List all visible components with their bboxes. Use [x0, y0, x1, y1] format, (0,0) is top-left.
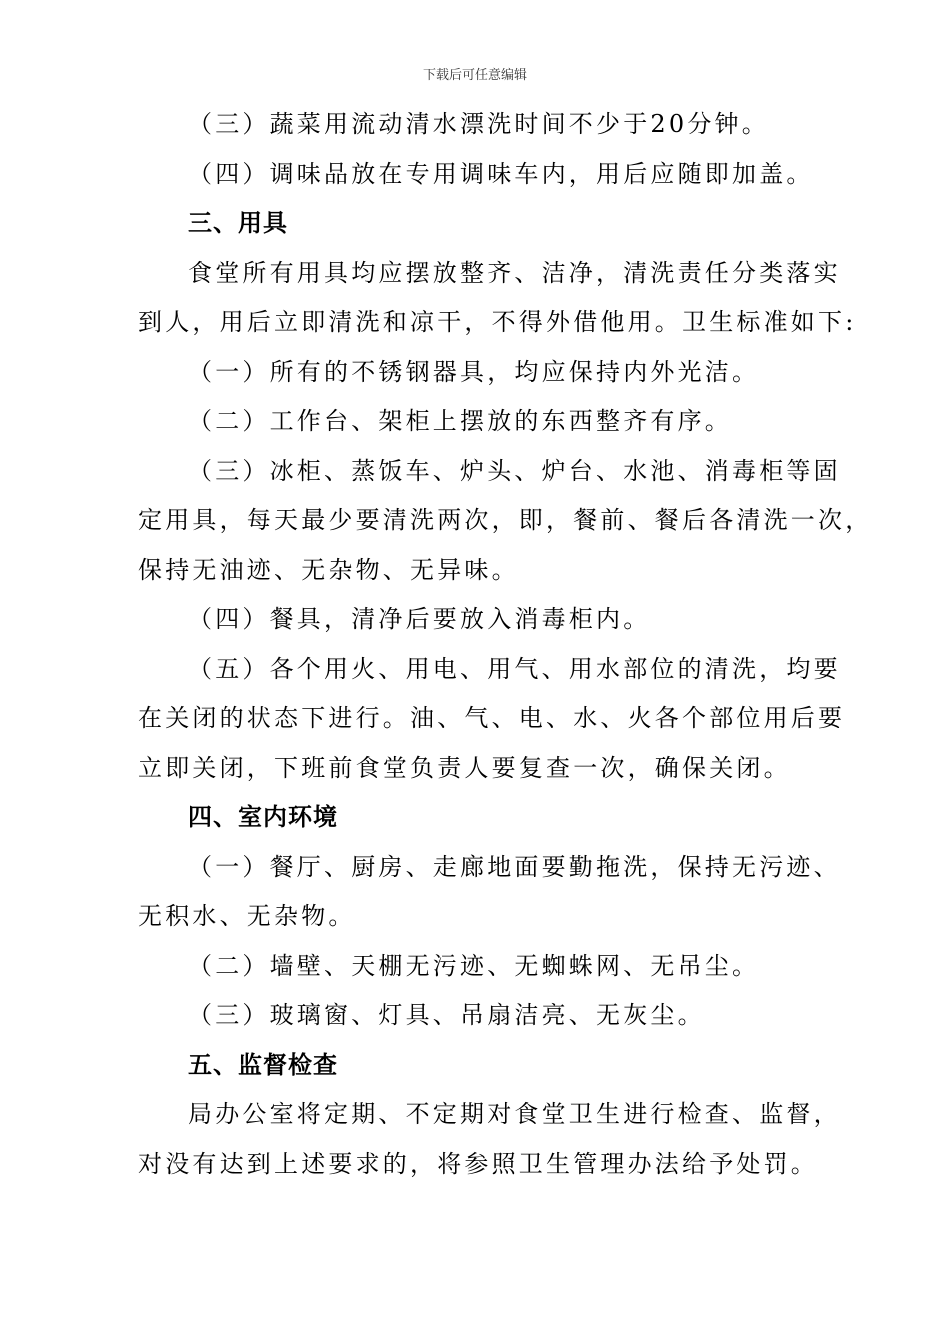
- paragraph-line: （三）玻璃窗、灯具、吊扇洁亮、无灰尘。: [188, 1001, 705, 1029]
- paragraph-line: （五）各个用火、用电、用气、用水部位的清洗，均要: [188, 654, 841, 683]
- paragraph-line: （一）餐厅、厨房、走廊地面要勤拖洗，保持无污迹、: [188, 852, 841, 881]
- document-body: [138, 100, 873, 1189]
- paragraph-line: 局办公室将定期、不定期对食堂卫生进行检查、监督，: [188, 1100, 841, 1128]
- section-heading: 三、用具: [188, 209, 288, 237]
- paragraph-line: 无积水、无杂物。: [138, 902, 356, 930]
- section-heading: 四、室内环境: [188, 803, 338, 831]
- section-heading: 五、监督检查: [188, 1050, 338, 1079]
- paragraph-line: 立即关闭，下班前食堂负责人要复查一次，确保关闭。: [138, 753, 791, 782]
- paragraph-line: （四）餐具，清净后要放入消毒柜内。: [188, 605, 651, 633]
- paragraph-line: （二）墙壁、天棚无污迹、无蜘蛛网、无吊尘。: [188, 951, 760, 980]
- paragraph-line: （一）所有的不锈钢器具，均应保持内外光洁。: [188, 357, 760, 386]
- paragraph-line: （二）工作台、架柜上摆放的东西整齐有序。: [188, 407, 732, 435]
- paragraph-line: 食堂所有用具均应摆放整齐、洁净，清洗责任分类落实: [188, 258, 841, 287]
- paragraph-line: 对没有达到上述要求的，将参照卫生管理办法给予处罚。: [138, 1149, 818, 1178]
- paragraph-line: 保持无油迹、无杂物、无异味。: [138, 555, 519, 584]
- page-header: 下载后可任意编辑: [422, 68, 527, 83]
- paragraph-line: （三）蔬菜用流动清水漂洗时间不少于20分钟。: [188, 110, 769, 138]
- paragraph-line: 在关闭的状态下进行。油、气、电、水、火各个部位用后要: [138, 704, 846, 732]
- paragraph-line: （四）调味品放在专用调味车内，用后应随即加盖。: [188, 159, 814, 188]
- paragraph-line: （三）冰柜、蒸饭车、炉头、炉台、水池、消毒柜等固: [188, 456, 841, 485]
- paragraph-line: 到人，用后立即清洗和凉干，不得外借他用。卫生标准如下:: [138, 308, 857, 336]
- paragraph-line: 定用具，每天最少要清洗两次，即，餐前、餐后各清洗一次，: [138, 506, 873, 534]
